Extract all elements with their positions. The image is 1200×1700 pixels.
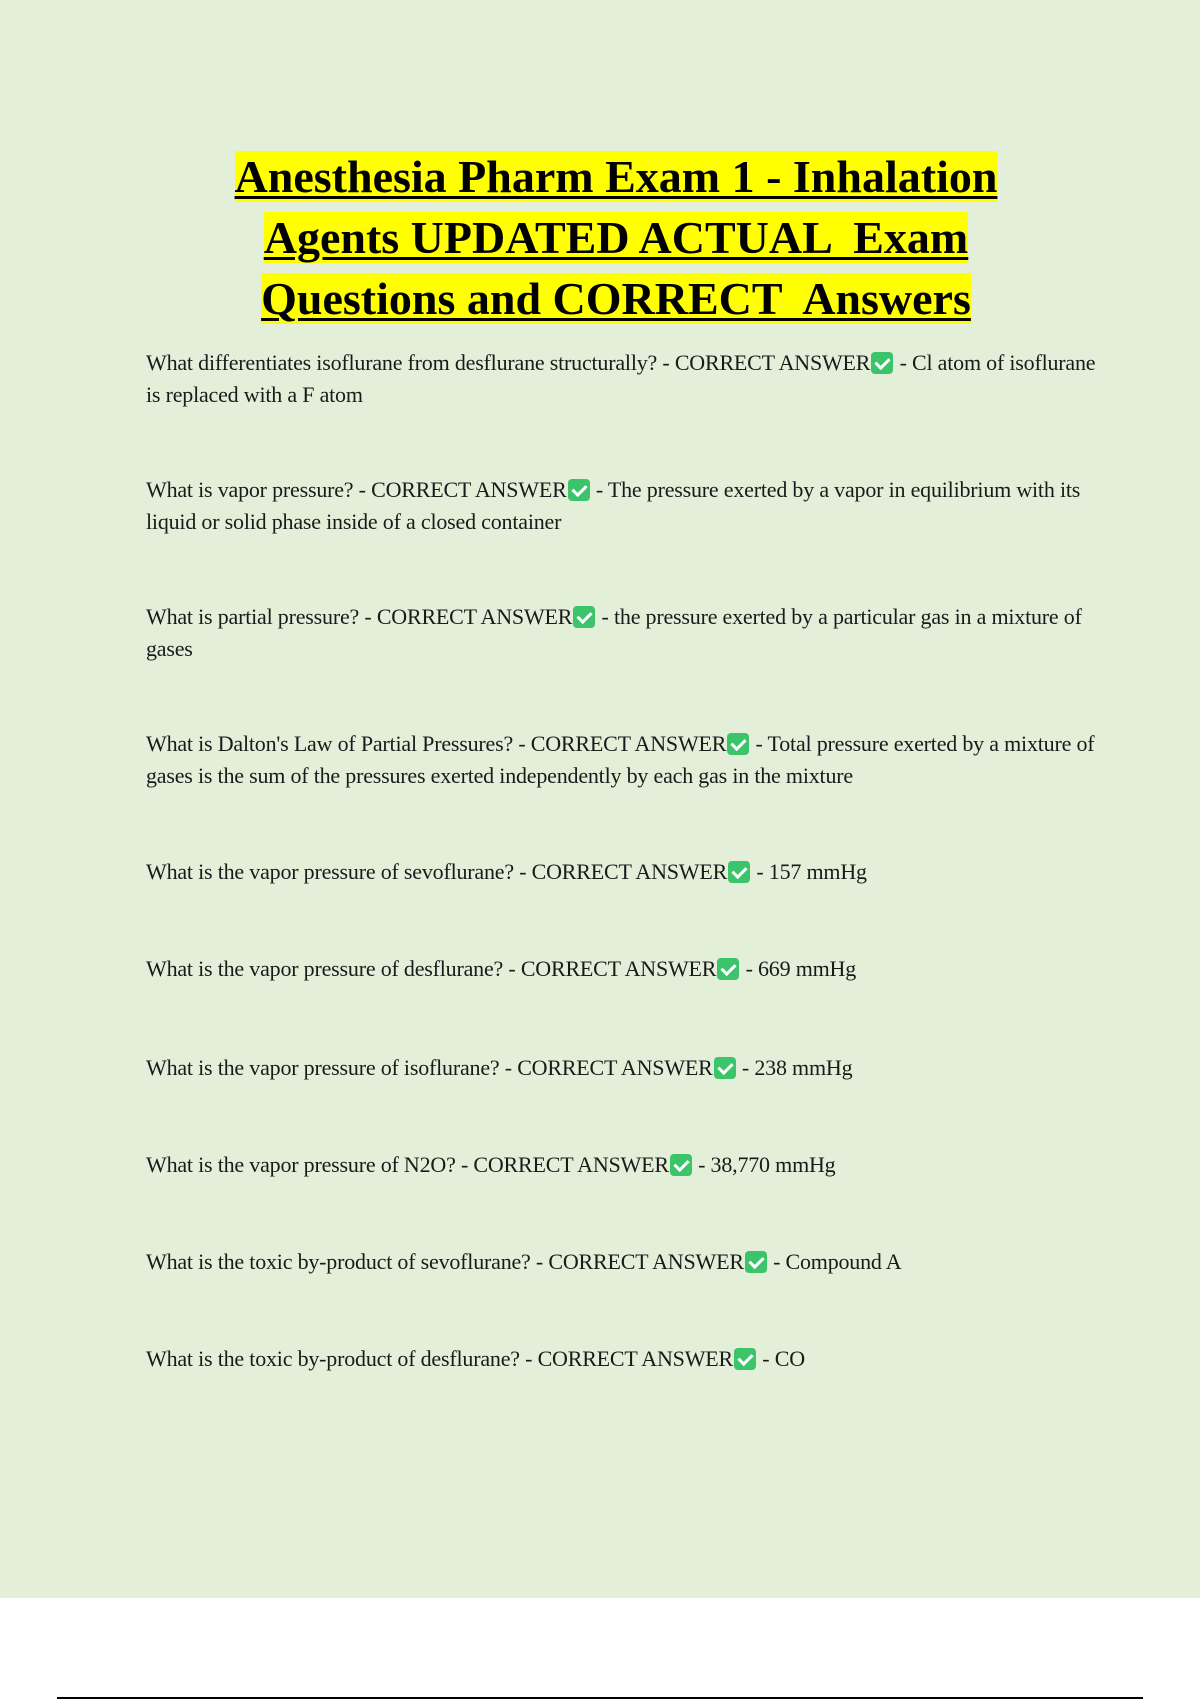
answer-marker: CORRECT ANSWER [473, 1152, 669, 1177]
question-text: What is the toxic by-product of sevoflurane? - [146, 1249, 549, 1274]
qa-item [146, 953, 1096, 985]
qa-item [146, 1343, 1096, 1375]
check-mark-icon [871, 352, 893, 374]
footer-divider [57, 1697, 1143, 1699]
answer-marker: CORRECT ANSWER [371, 477, 567, 502]
document-title [146, 146, 1086, 329]
question-text: What is the vapor pressure of desflurane? - [146, 956, 521, 981]
question-text: What is the vapor pressure of N2O? - [146, 1152, 474, 1177]
qa-item [146, 856, 1096, 888]
answer-marker: CORRECT ANSWER [520, 956, 717, 981]
qa-item [146, 728, 1096, 792]
question-text: What differentiates isoflurane from desflurane structurally? - [146, 350, 675, 375]
question-text: What is the vapor pressure of isoflurane? - [146, 1055, 518, 1080]
answer-marker: CORRECT ANSWER [537, 1346, 733, 1371]
title-line: Anesthesia Pharm Exam 1 - Inhalation [234, 151, 998, 202]
question-text: What is vapor pressure? - [146, 477, 372, 502]
answer-marker: CORRECT ANSWER [548, 1249, 744, 1274]
answer-text: - the pressure exerted by a particular gas in a mixture of gases [146, 604, 1082, 661]
answer-marker: CORRECT ANSWER [674, 350, 871, 375]
answer-text: - Compound A [767, 1249, 902, 1274]
answer-marker: CORRECT ANSWER [376, 604, 573, 629]
check-mark-icon [745, 1251, 767, 1273]
question-text: What is Dalton's Law of Partial Pressures? - [146, 731, 531, 756]
answer-text: - CO [757, 1346, 805, 1371]
question-text: What is the vapor pressure of sevoflurane? - [146, 859, 532, 884]
check-mark-icon [728, 861, 750, 883]
answer-text: - 238 mmHg [736, 1055, 853, 1080]
check-mark-icon [568, 479, 590, 501]
check-mark-icon [734, 1348, 756, 1370]
answer-text: - Total pressure exerted by a mixture of gases is the sum of the pressures exerted independently by each gas in the mixture [146, 731, 1095, 788]
answer-text: - The pressure exerted by a vapor in equilibrium with its liquid or solid phase inside of a closed container [146, 477, 1081, 534]
qa-item [146, 347, 1096, 411]
answer-text: - 157 mmHg [751, 859, 867, 884]
question-text: What is the toxic by-product of desflurane? - [146, 1346, 538, 1371]
answer-marker: CORRECT ANSWER [531, 859, 728, 884]
answer-text: - 669 mmHg [740, 956, 857, 981]
answer-marker: CORRECT ANSWER [517, 1055, 713, 1080]
check-mark-icon [670, 1154, 692, 1176]
check-mark-icon [727, 733, 749, 755]
qa-item [146, 601, 1096, 665]
qa-item [146, 1149, 1096, 1181]
check-mark-icon [717, 958, 739, 980]
answer-text: - 38,770 mmHg [692, 1152, 836, 1177]
qa-item [146, 1246, 1096, 1278]
check-mark-icon [714, 1057, 736, 1079]
answer-text: - Cl atom of isoflurane is replaced with a F atom [146, 350, 1096, 407]
question-text: What is partial pressure? - [146, 604, 377, 629]
check-mark-icon [573, 606, 595, 628]
title-line: Agents UPDATED ACTUAL Exam [263, 212, 969, 263]
answer-marker: CORRECT ANSWER [530, 731, 727, 756]
qa-item [146, 474, 1096, 538]
qa-item [146, 1052, 1096, 1084]
title-line: Questions and CORRECT Answers [261, 273, 971, 324]
